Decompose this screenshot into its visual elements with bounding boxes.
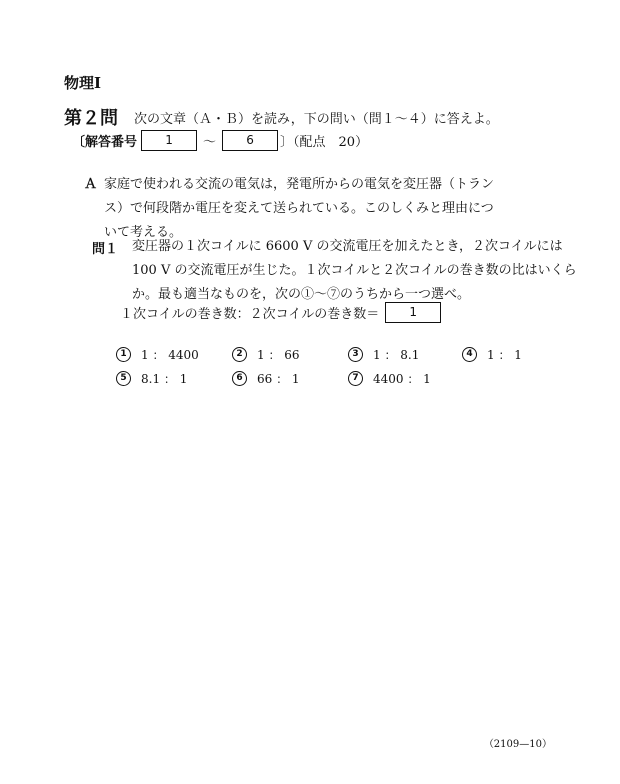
choice-number: 7 [348, 371, 363, 386]
answer-box-end: 6 [222, 130, 278, 151]
q1-text [132, 235, 577, 307]
q1-label: 問１ [92, 242, 119, 257]
answer-box-1: 1 [385, 302, 441, 323]
section-a-text: 家庭で使われる交流の電気は，発電所からの電気を変圧器（トランス）で何段階か電圧を変えて送られている。このしくみと理由について考える。 [104, 177, 495, 240]
choice-text: 66 ： 1 [257, 372, 300, 386]
choice-number: 5 [116, 371, 131, 386]
choice-text: 1 ： 4400 [141, 348, 199, 362]
page-footer: （2109—10） [483, 739, 552, 750]
subject-title: 物理Ⅰ [64, 74, 102, 92]
choice-item[interactable] [348, 346, 419, 363]
choice-item[interactable] [232, 346, 300, 363]
choice-text: 8.1 ： 1 [141, 372, 188, 386]
choice-item[interactable] [348, 370, 431, 387]
answer-box-start: 1 [141, 130, 197, 151]
choice-item[interactable] [462, 346, 522, 363]
section-a-label: Ａ [84, 177, 98, 192]
q1-text-line: 100 V の交流電圧が生じた。１次コイルと２次コイルの巻き数の比はいくら [132, 263, 577, 278]
ratio-label: １次コイルの巻き数：２次コイルの巻き数＝ [120, 307, 380, 322]
q1-text-line: 変圧器の１次コイルに 6600 V の交流電圧を加えたとき，２次コイルには [132, 239, 563, 254]
q1-text-line: か。最も適当なものを，次の①～⑦のうちから一つ選べ。 [132, 287, 471, 302]
answer-range-tilde: ～ [203, 135, 217, 150]
choice-text: 1 ： 66 [257, 348, 300, 362]
choice-number: 4 [462, 347, 477, 362]
points-label: 〕（配点 20） [280, 135, 369, 150]
answer-range-row [72, 130, 368, 151]
choice-text: 1 ： 1 [487, 348, 522, 362]
choice-number: 6 [232, 371, 247, 386]
question-number: 第２問 [64, 108, 118, 129]
choice-number: 3 [348, 347, 363, 362]
choice-number: 2 [232, 347, 247, 362]
answer-numbers-label: 〔解答番号 [72, 135, 138, 150]
choice-item[interactable] [116, 370, 187, 387]
ratio-row [120, 302, 441, 323]
choice-item[interactable] [116, 346, 199, 363]
choice-item[interactable] [232, 370, 300, 387]
question-instruction: 次の文章（Ａ・Ｂ）を読み，下の問い（問１～４）に答えよ。 [134, 112, 499, 127]
choice-text: 4400 ： 1 [373, 372, 431, 386]
choice-number: 1 [116, 347, 131, 362]
choice-text: 1 ： 8.1 [373, 348, 420, 362]
